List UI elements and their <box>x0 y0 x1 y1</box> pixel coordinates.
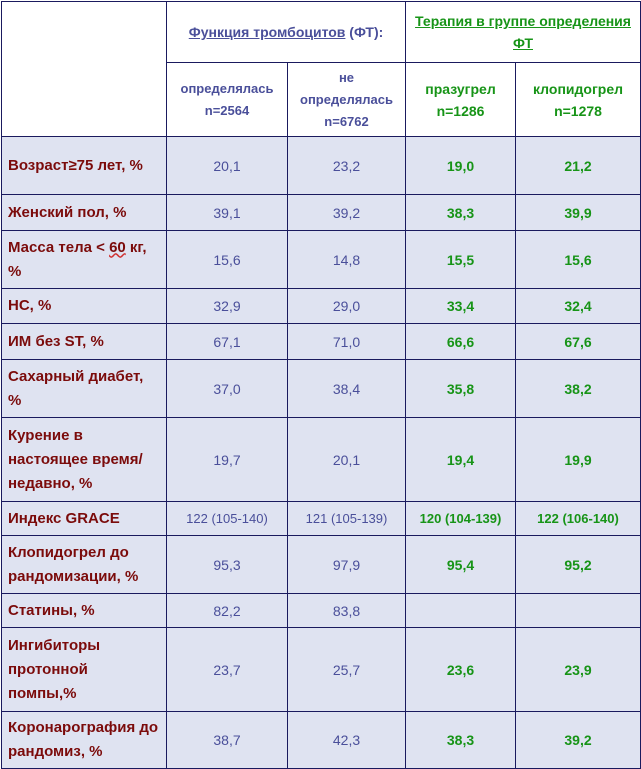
value-cell: 29,0 <box>288 289 406 324</box>
value-cell: 37,0 <box>167 360 288 418</box>
value-cell: 23,6 <box>406 628 516 712</box>
value-cell: 122 (106-140) <box>516 502 641 536</box>
value-cell: 19,9 <box>516 418 641 502</box>
value-cell: 42,3 <box>288 712 406 769</box>
value-cell: 67,6 <box>516 324 641 360</box>
baseline-characteristics-table <box>1 1 641 769</box>
value-cell: 32,4 <box>516 289 641 324</box>
value-cell: 38,2 <box>516 360 641 418</box>
col-header-determined-n: n=2564 <box>204 102 250 118</box>
value-cell: 38,3 <box>406 712 516 769</box>
table-row <box>2 594 641 628</box>
value-cell: 23,7 <box>167 628 288 712</box>
row-label: Индекс GRACE <box>2 502 167 536</box>
value-cell: 35,8 <box>406 360 516 418</box>
value-cell: 19,7 <box>167 418 288 502</box>
value-cell: 122 (105-140) <box>167 502 288 536</box>
row-label-text: Масса тела < <box>8 238 110 256</box>
value-cell: 15,5 <box>406 231 516 289</box>
table-row <box>2 195 641 231</box>
row-label-wavy: 60 <box>109 238 126 256</box>
row-label: Коронарография до рандомиз, % <box>2 712 167 769</box>
row-label: ИМ без ST, % <box>2 324 167 360</box>
value-cell: 120 (104-139) <box>406 502 516 536</box>
value-cell: 23,9 <box>516 628 641 712</box>
value-cell: 20,1 <box>288 418 406 502</box>
row-label: НС, % <box>2 289 167 324</box>
table-row <box>2 360 641 418</box>
value-cell: 19,0 <box>406 137 516 195</box>
value-cell: 39,2 <box>516 712 641 769</box>
corner-cell <box>2 2 167 137</box>
row-label: Курение в настоящее время/недавно, % <box>2 418 167 502</box>
col-header-prasugrel <box>406 63 516 137</box>
row-label-suffix: кг, % <box>8 238 147 280</box>
row-label: Статины, % <box>2 594 167 628</box>
col-header-determined-label: определялась <box>180 80 274 96</box>
value-cell: 15,6 <box>167 231 288 289</box>
col-header-clopidogrel-label: клопидогрел <box>533 80 624 97</box>
table-row <box>2 536 641 594</box>
value-cell: 67,1 <box>167 324 288 360</box>
value-cell: 15,6 <box>516 231 641 289</box>
header-platelet-function-title: Функция тромбоцитов <box>188 24 346 40</box>
row-label: Возраст≥75 лет, % <box>2 137 167 195</box>
value-cell: 82,2 <box>167 594 288 628</box>
value-cell: 66,6 <box>406 324 516 360</box>
value-cell: 21,2 <box>516 137 641 195</box>
value-cell: 19,4 <box>406 418 516 502</box>
row-label: Ингибиторы протонной помпы,% <box>2 628 167 712</box>
value-cell <box>406 594 516 628</box>
col-header-prasugrel-label: празугрел <box>425 80 496 97</box>
table-row <box>2 231 641 289</box>
value-cell: 38,4 <box>288 360 406 418</box>
value-cell: 25,7 <box>288 628 406 712</box>
value-cell: 33,4 <box>406 289 516 324</box>
table-row <box>2 324 641 360</box>
value-cell: 121 (105-139) <box>288 502 406 536</box>
col-header-not-determined-n: n=6762 <box>324 113 369 129</box>
value-cell: 32,9 <box>167 289 288 324</box>
value-cell: 97,9 <box>288 536 406 594</box>
value-cell: 71,0 <box>288 324 406 360</box>
row-label: Сахарный диабет, % <box>2 360 167 418</box>
col-header-determined <box>167 63 288 137</box>
row-label <box>2 231 167 289</box>
col-header-clopidogrel-n: n=1278 <box>554 102 602 119</box>
value-cell: 83,8 <box>288 594 406 628</box>
table-row <box>2 712 641 769</box>
header-platelet-function-suffix: (ФТ): <box>345 24 384 40</box>
value-cell: 95,3 <box>167 536 288 594</box>
table-row <box>2 137 641 195</box>
header-platelet-function <box>167 2 406 63</box>
col-header-prasugrel-n: n=1286 <box>436 102 485 119</box>
col-header-clopidogrel <box>516 63 641 137</box>
value-cell <box>516 594 641 628</box>
col-header-not-determined-label: не определялась <box>300 69 393 107</box>
header-therapy: Терапия в группе определения ФТ <box>406 2 641 63</box>
value-cell: 39,1 <box>167 195 288 231</box>
table-row <box>2 628 641 712</box>
value-cell: 95,4 <box>406 536 516 594</box>
value-cell: 38,7 <box>167 712 288 769</box>
value-cell: 23,2 <box>288 137 406 195</box>
value-cell: 38,3 <box>406 195 516 231</box>
table-row <box>2 502 641 536</box>
col-header-not-determined <box>288 63 406 137</box>
row-label: Клопидогрел до рандомизации, % <box>2 536 167 594</box>
value-cell: 20,1 <box>167 137 288 195</box>
value-cell: 39,2 <box>288 195 406 231</box>
table-row <box>2 418 641 502</box>
value-cell: 95,2 <box>516 536 641 594</box>
row-label: Женский пол, % <box>2 195 167 231</box>
value-cell: 14,8 <box>288 231 406 289</box>
value-cell: 39,9 <box>516 195 641 231</box>
table-row <box>2 289 641 324</box>
